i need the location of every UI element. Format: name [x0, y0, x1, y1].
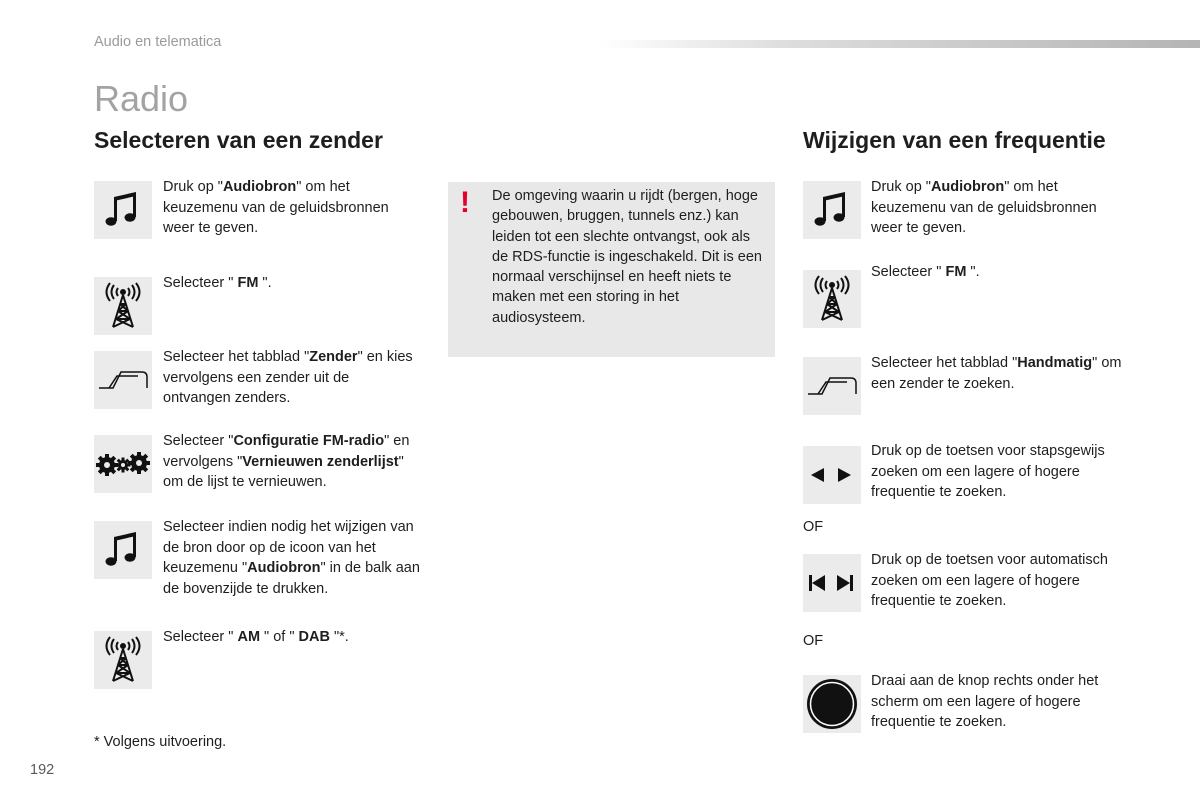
- seek-buttons-icon: [803, 554, 861, 612]
- antenna-tower-icon: [94, 277, 152, 335]
- right-step-5: [803, 554, 861, 612]
- emphasis-text: DAB: [298, 629, 330, 645]
- step-text-segment: " en kies vervolgens een zender uit de ontvangen zenders.: [163, 349, 413, 406]
- step-text-segment: "*.: [329, 629, 349, 645]
- music-note-icon: [94, 181, 152, 239]
- right-step-1-text: [871, 177, 1131, 239]
- gears-icon: [94, 435, 152, 493]
- step-text-segment: Selecteer ": [163, 275, 238, 291]
- right-step-6-text: [871, 671, 1133, 733]
- tab-icon: [803, 357, 861, 415]
- rotary-knob-icon: [803, 675, 861, 733]
- step-text-segment: ".: [966, 264, 980, 280]
- page-number: 192: [30, 762, 55, 778]
- left-step-2: [94, 277, 152, 335]
- left-step-1: [94, 181, 152, 239]
- step-text-segment: Selecteer ": [163, 629, 238, 645]
- step-text-segment: " om het keuzemenu van de geluidsbronnen weer te geven.: [871, 179, 1097, 236]
- header-bar: [600, 40, 1200, 48]
- step-text-segment: Draai aan de knop rechts onder het scherm om een lagere of hogere frequentie te zoeken.: [871, 673, 1099, 730]
- right-column-title: Wijzigen van een frequentie: [803, 127, 1106, 153]
- right-step-2: [803, 270, 861, 328]
- right-step-1: [803, 181, 861, 239]
- emphasis-text: Vernieuwen zenderlijst: [242, 453, 399, 470]
- step-text-segment: " om de lijst te vernieuwen.: [163, 453, 404, 490]
- right-step-6: [803, 675, 861, 733]
- left-step-3: [94, 351, 152, 409]
- step-text-segment: " en vervolgens ": [163, 433, 410, 470]
- music-note-icon: [803, 181, 861, 239]
- step-text-segment: Selecteer ": [871, 264, 946, 280]
- emphasis-text: Audiobron: [247, 560, 321, 576]
- step-text-segment: " in de balk aan de bovenzijde te drukken.: [163, 560, 420, 597]
- right-step-4: [803, 446, 861, 504]
- step-text-segment: Selecteer het tabblad ": [871, 355, 1018, 371]
- emphasis-text: Zender: [309, 349, 358, 365]
- left-step-3-text: [163, 347, 413, 409]
- page-title: Radio: [94, 78, 189, 119]
- tab-icon: [94, 351, 152, 409]
- emphasis-text: Audiobron: [930, 179, 1005, 195]
- antenna-tower-icon: [94, 631, 152, 689]
- right-step-3: [803, 357, 861, 415]
- step-text-segment: Selecteer indien nodig het wijzigen van de bron door op de icoon van het keuzemenu ": [163, 519, 414, 576]
- music-note-icon: [94, 521, 152, 579]
- warning-icon: !: [460, 186, 470, 219]
- emphasis-text: Handmatig: [1017, 355, 1093, 371]
- step-arrows-icon: [803, 446, 861, 504]
- or-label-2: OF: [803, 633, 824, 649]
- emphasis-text: AM: [237, 629, 261, 645]
- warning-text: De omgeving waarin u rijdt (bergen, hoge gebouwen, bruggen, tunnels enz.) kan leiden tot een slechte ontvangst, ook als de RDS-functie is ingeschakeld. Dit is een normaal verschijnsel en heeft niets te maken met een storing in het audiosysteem.: [492, 188, 762, 326]
- left-step-5: [94, 521, 152, 579]
- right-step-4-text: [871, 441, 1133, 503]
- or-label-1: OF: [803, 519, 824, 535]
- right-step-5-text: [871, 550, 1133, 612]
- right-step-3-text: [871, 353, 1131, 394]
- section-label: Audio en telematica: [94, 34, 222, 50]
- left-step-1-text: [163, 177, 413, 239]
- emphasis-text: Audiobron: [222, 179, 297, 195]
- left-column-title: Selecteren van een zender: [94, 127, 383, 153]
- step-text-segment: Druk op ": [871, 179, 931, 195]
- step-text-segment: Druk op de toetsen voor automatisch zoeken om een lagere of hogere frequentie te zoeken.: [871, 552, 1108, 609]
- step-text-segment: Selecteer ": [163, 433, 234, 449]
- step-text-segment: Druk op de toetsen voor stapsgewijs zoeken om een lagere of hogere frequentie te zoeken.: [871, 443, 1105, 500]
- emphasis-text: FM: [237, 275, 259, 291]
- left-step-5-text: [163, 517, 425, 599]
- left-step-6-text: [163, 627, 413, 648]
- emphasis-text: Configuratie FM-radio: [233, 433, 385, 449]
- left-step-6: [94, 631, 152, 689]
- step-text-segment: ".: [258, 275, 272, 291]
- step-text-segment: " om het keuzemenu van de geluidsbronnen weer te geven.: [163, 179, 389, 236]
- left-step-4-text: [163, 431, 425, 493]
- right-step-2-text: [871, 262, 1131, 283]
- emphasis-text: FM: [945, 264, 967, 280]
- antenna-tower-icon: [803, 270, 861, 328]
- step-text-segment: " om een zender te zoeken.: [871, 355, 1122, 392]
- left-step-4: [94, 435, 152, 493]
- step-text-segment: " of ": [260, 629, 299, 645]
- step-text-segment: Druk op ": [163, 179, 223, 195]
- left-step-2-text: [163, 273, 413, 294]
- footnote: * Volgens uitvoering.: [94, 734, 227, 750]
- step-text-segment: Selecteer het tabblad ": [163, 349, 310, 365]
